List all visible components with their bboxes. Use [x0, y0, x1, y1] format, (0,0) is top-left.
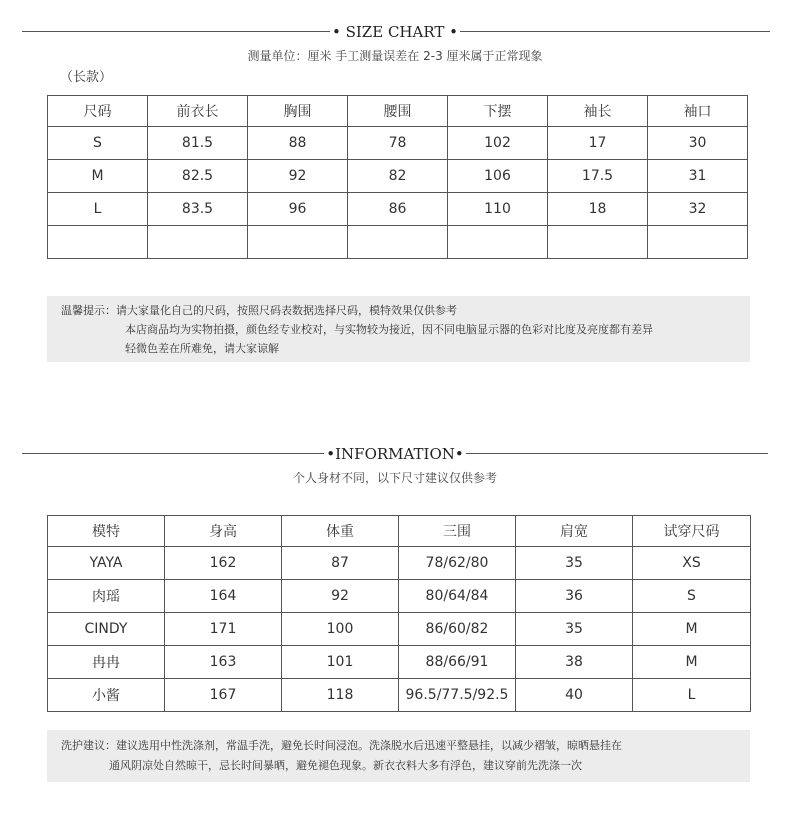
table-cell: 86: [348, 193, 448, 226]
header-cell: 胸围: [248, 96, 348, 127]
table-cell: 82.5: [148, 160, 248, 193]
table-cell: 38: [516, 646, 633, 679]
header-cell: 下摆: [448, 96, 548, 127]
table-cell: S: [633, 580, 751, 613]
table-header-row: [48, 516, 751, 547]
table-cell: 164: [165, 580, 282, 613]
table-cell: 96: [248, 193, 348, 226]
model-table: [47, 515, 751, 712]
table-row: [48, 646, 751, 679]
table-cell: 101: [282, 646, 399, 679]
table-cell: 36: [516, 580, 633, 613]
table-cell: [48, 226, 148, 259]
header-cell: 模特: [48, 516, 165, 547]
table-cell: 100: [282, 613, 399, 646]
header-cell: 袖口: [648, 96, 748, 127]
table-cell: [448, 226, 548, 259]
table-row: [48, 160, 748, 193]
table-row: [48, 580, 751, 613]
table-cell: 106: [448, 160, 548, 193]
table-cell: 86/60/82: [399, 613, 516, 646]
table-cell: YAYA: [48, 547, 165, 580]
size-chart-subtitle: 测量单位：厘米 手工测量误差在 2-3 厘米属于正常现象: [247, 49, 543, 63]
information-title: INFORMATION: [335, 445, 455, 463]
table-cell: 80/64/84: [399, 580, 516, 613]
table-cell: 87: [282, 547, 399, 580]
table-cell: 18: [548, 193, 648, 226]
size-chart-title: SIZE CHART: [345, 23, 445, 41]
care-box: [47, 730, 750, 782]
style-tag: （长款）: [60, 70, 113, 85]
table-cell: 35: [516, 547, 633, 580]
table-cell: 35: [516, 613, 633, 646]
table-cell: S: [48, 127, 148, 160]
header-cell: 腰围: [348, 96, 448, 127]
table-cell: 92: [248, 160, 348, 193]
table-cell: 78: [348, 127, 448, 160]
table-cell: 30: [648, 127, 748, 160]
table-row: [48, 547, 751, 580]
table-cell: 83.5: [148, 193, 248, 226]
tip-line-1: 温馨提示：请大家量化自己的尺码，按照尺码表数据选择尺码，模特效果仅供参考: [61, 304, 457, 317]
table-cell: [348, 226, 448, 259]
header-cell: 前衣长: [148, 96, 248, 127]
tip-line-3: 轻微色差在所难免，请大家谅解: [125, 342, 279, 355]
size-chart-header: • SIZE CHART •: [0, 22, 790, 42]
table-cell: 96.5/77.5/92.5: [399, 679, 516, 712]
table-cell: L: [48, 193, 148, 226]
table-cell: 冉冉: [48, 646, 165, 679]
table-cell: 171: [165, 613, 282, 646]
header-cell: 袖长: [548, 96, 648, 127]
table-cell: M: [633, 613, 751, 646]
table-row-empty: [48, 226, 748, 259]
table-cell: XS: [633, 547, 751, 580]
header-cell: 身高: [165, 516, 282, 547]
information-subtitle: 个人身材不同，以下尺寸建议仅供参考: [292, 471, 497, 485]
table-cell: [148, 226, 248, 259]
table-cell: M: [48, 160, 148, 193]
table-cell: 167: [165, 679, 282, 712]
table-header-row: [48, 96, 748, 127]
header-cell: 肩宽: [516, 516, 633, 547]
header-cell: 体重: [282, 516, 399, 547]
table-cell: 肉瑶: [48, 580, 165, 613]
table-cell: 110: [448, 193, 548, 226]
table-cell: 92: [282, 580, 399, 613]
table-cell: 32: [648, 193, 748, 226]
table-cell: 118: [282, 679, 399, 712]
table-cell: 小酱: [48, 679, 165, 712]
header-cell: 试穿尺码: [633, 516, 751, 547]
size-table: [47, 95, 748, 259]
care-line-2: 通风阴凉处自然晾干，忌长时间暴晒，避免褪色现象。新衣衣料大多有浮色，建议穿前先洗涤一次: [109, 759, 582, 772]
table-cell: 102: [448, 127, 548, 160]
table-cell: M: [633, 646, 751, 679]
table-cell: 81.5: [148, 127, 248, 160]
table-cell: 17.5: [548, 160, 648, 193]
table-cell: [248, 226, 348, 259]
table-cell: 162: [165, 547, 282, 580]
table-row: [48, 679, 751, 712]
header-cell: 尺码: [48, 96, 148, 127]
table-row: [48, 127, 748, 160]
table-cell: CINDY: [48, 613, 165, 646]
table-row: [48, 193, 748, 226]
table-cell: [648, 226, 748, 259]
table-cell: 17: [548, 127, 648, 160]
table-cell: 31: [648, 160, 748, 193]
table-cell: L: [633, 679, 751, 712]
information-header: •INFORMATION•: [0, 444, 790, 464]
table-cell: 78/62/80: [399, 547, 516, 580]
tip-line-2: 本店商品均为实物拍摄，颜色经专业校对，与实物较为接近，因不同电脑显示器的色彩对比度及亮度都有差异: [125, 323, 653, 336]
table-row: [48, 613, 751, 646]
table-cell: 163: [165, 646, 282, 679]
tip-box: [47, 296, 750, 362]
care-line-1: 洗护建议：建议选用中性洗涤剂，常温手洗，避免长时间浸泡。洗涤脱水后迅速平整悬挂，以减少褶皱，晾晒悬挂在: [61, 739, 622, 752]
table-cell: 88: [248, 127, 348, 160]
table-cell: 88/66/91: [399, 646, 516, 679]
table-cell: 40: [516, 679, 633, 712]
table-cell: 82: [348, 160, 448, 193]
header-cell: 三围: [399, 516, 516, 547]
table-cell: [548, 226, 648, 259]
